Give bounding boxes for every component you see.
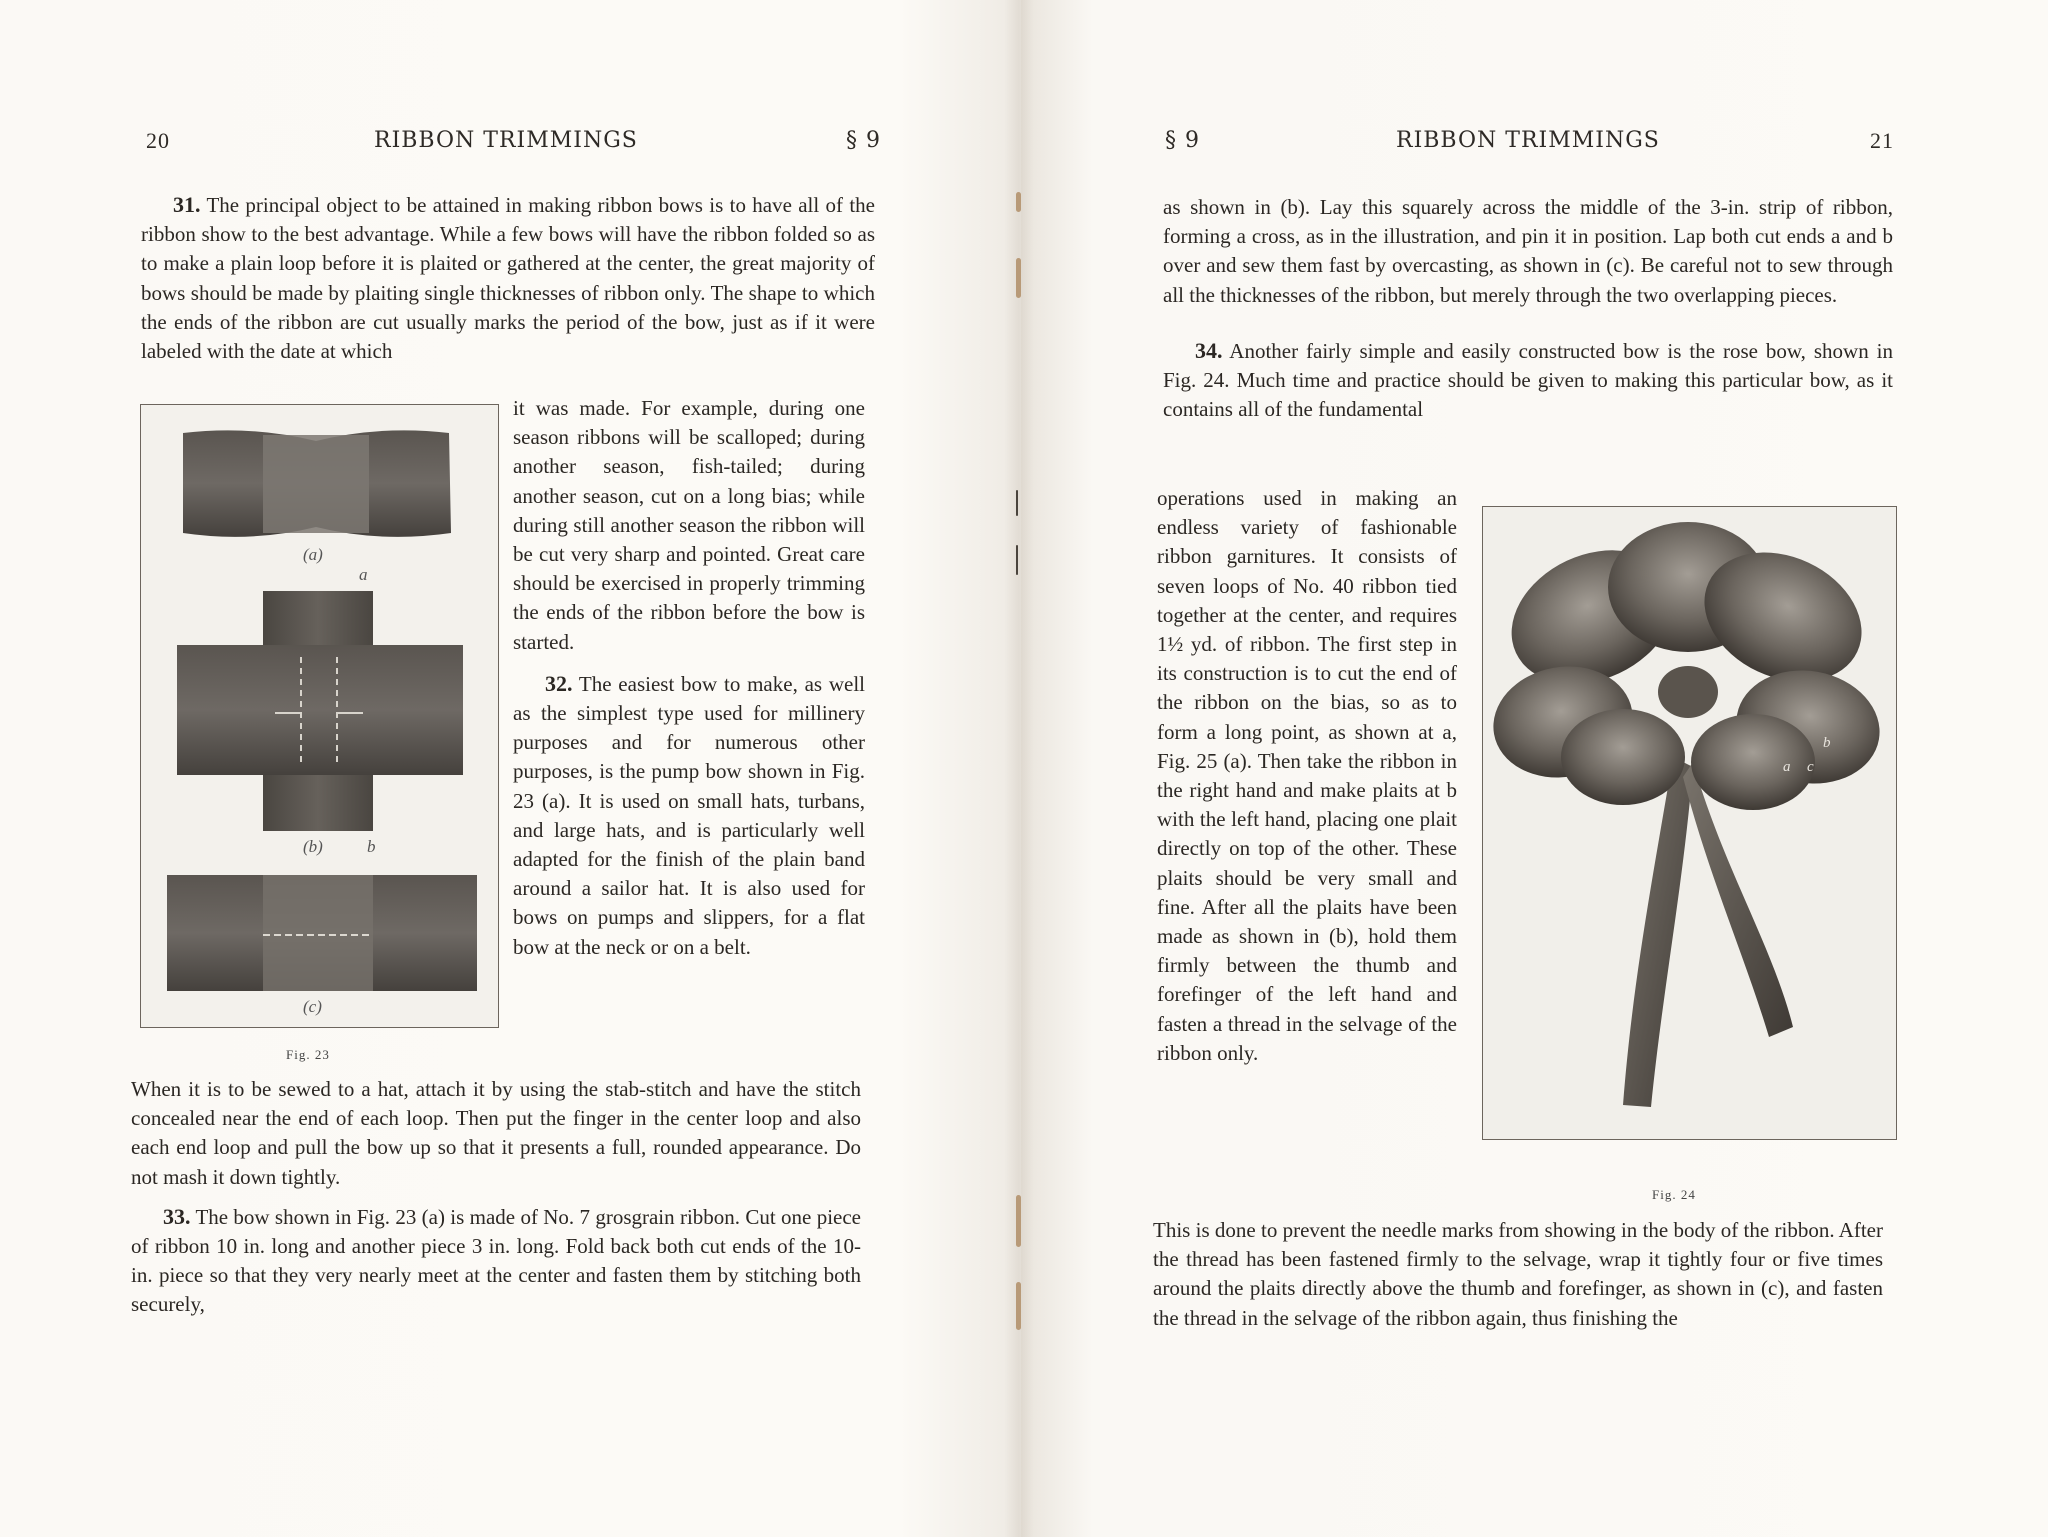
running-title-left: RIBBON TRIMMINGS bbox=[374, 128, 638, 153]
binding-stitch bbox=[1016, 1282, 1021, 1330]
paragraph-text: operations used in making an endless variety of fashionable ribbon garnitures. It consists of seven loops of No. 40 ribbon tied together at the center, and requires 1½ yd. of ribbon. The first step in its construction is to cut the end of the ribbon on the bias, so as to form a long point, as shown at a, Fig. 25 (a). Then take the ribbon in the right hand and make plaits at b with the left hand, placing one plait directly on top of the other. These plaits should be very small and fine. After all the plaits have been made as shown in (b), hold them firmly between the thumb and forefinger of the left hand and fasten a thread in the selvage of the ribbon only. bbox=[1157, 486, 1457, 1065]
figure-mark-c: c bbox=[1807, 759, 1814, 775]
paragraph-34-column bbox=[1157, 484, 1457, 1068]
paragraph-text: Another fairly simple and easily constructed bow is the rose bow, shown in Fig. 24. Much time and practice should be given to making this particular bow, as it contains all of the fundamental bbox=[1163, 338, 1893, 422]
paragraph-number: 34. bbox=[1195, 337, 1223, 363]
bow-loop bbox=[1691, 714, 1815, 810]
bow-center-band bbox=[263, 435, 369, 533]
binding-stitch bbox=[1016, 545, 1018, 575]
paragraph-text: The easiest bow to make, as well as the simplest type used for millinery purposes and for numerous other purposes, is the pump bow shown in Fig. 23 (a). It is used on small hats, turbans, and large hats, and is particularly well adapted for the finish of the plain band around a sailor hat. It is also used for bows on pumps and slippers, for a flat bow at the neck or on a belt. bbox=[513, 671, 865, 959]
figure-24-caption: Fig. 24 bbox=[1652, 1187, 1696, 1202]
paragraph-text: it was made. For example, during one season ribbons will be scalloped; during another season, fish-tailed; during another season, cut on a long bias; while during still another season the ribbon will be cut very sharp and pointed. Great care should be exercised in properly trimming the ends of the ribbon before the bow is started. bbox=[513, 396, 865, 654]
paragraph-text: The bow shown in Fig. 23 (a) is made of No. 7 grosgrain ribbon. Cut one piece of ribbon 10 in. long and another piece 3 in. long. Fold back both cut ends of the 10-in. piece so that they very nearly meet at the center and fasten them by stitching both securely, bbox=[131, 1204, 861, 1317]
page-number-right: 21 bbox=[1870, 128, 1894, 153]
paragraph-31 bbox=[141, 190, 875, 366]
binding-stitch bbox=[1016, 490, 1018, 516]
running-title-right: RIBBON TRIMMINGS bbox=[1396, 128, 1660, 153]
binding-stitch bbox=[1016, 192, 1021, 212]
figure-label-c: (c) bbox=[303, 997, 322, 1016]
paragraph-32-continued bbox=[131, 1075, 861, 1320]
figure-mark-b: b bbox=[1823, 735, 1831, 751]
figure-23-caption: Fig. 23 bbox=[286, 1047, 330, 1062]
binding-stitch bbox=[1016, 258, 1021, 298]
figure-label-b: (b) bbox=[303, 837, 323, 856]
paragraph-text: When it is to be sewed to a hat, attach it by using the stab-stitch and have the stitch concealed near the end of each loop. Then put the finger in the center loop and also each end loop and pull the bow up so that it presents a full, rounded appearance. Do not mash it down tightly. bbox=[131, 1077, 861, 1189]
paragraph-text: This is done to prevent the needle marks from showing in the body of the ribbon. After the thread has been fastened firmly to the selvage, wrap it tightly four or five times around the plaits directly above the thumb and forefinger, as shown in (c), and fasten the thread in the selvage of the ribbon again, thus finishing the bbox=[1153, 1218, 1883, 1330]
paragraph-number: 33. bbox=[163, 1203, 191, 1229]
figure-mark-a: a bbox=[1783, 759, 1791, 775]
paragraph-33-continued bbox=[1163, 193, 1893, 424]
figure-mark-a: a bbox=[359, 565, 368, 584]
paragraph-number: 32. bbox=[545, 670, 573, 696]
ribbon-horizontal-strip bbox=[177, 645, 463, 775]
paragraph-31-column bbox=[513, 394, 865, 962]
section-mark-left: § 9 bbox=[846, 128, 881, 153]
paragraph-34-continued bbox=[1153, 1216, 1883, 1333]
figure-23 bbox=[140, 404, 499, 1028]
bow-knot bbox=[1658, 666, 1718, 718]
page-number-left: 20 bbox=[146, 128, 170, 153]
section-mark-right: § 9 bbox=[1165, 128, 1200, 153]
figure-24-illustration bbox=[1483, 507, 1896, 1139]
paragraph-text: as shown in (b). Lay this squarely across the middle of the 3-in. strip of ribbon, forming a cross, as in the illustration, and pin it in position. Lap both cut ends a and b over and sew them fast by overcasting, as shown in (c). Be careful not to sew through all the thicknesses of the ribbon, but merely through the two overlapping pieces. bbox=[1163, 195, 1893, 307]
figure-mark-b: b bbox=[367, 837, 376, 856]
paragraph-number: 31. bbox=[173, 192, 201, 217]
figure-23-illustration bbox=[141, 405, 498, 1027]
paragraph-text: The principal object to be attained in making ribbon bows is to have all of the ribbon show to the best advantage. While a few bows will have the ribbon folded so as to make a plain loop before it is plaited or gathered at the center, the great majority of bows should be made by plaiting single thicknesses of ribbon only. The shape to which the ends of the ribbon are cut usually marks the period of the bow, just as if it were labeled with the date at which bbox=[141, 193, 875, 364]
binding-stitch bbox=[1016, 1195, 1021, 1247]
figure-label-a: (a) bbox=[303, 545, 323, 564]
bow-loop bbox=[1561, 709, 1685, 805]
figure-24 bbox=[1482, 506, 1897, 1140]
